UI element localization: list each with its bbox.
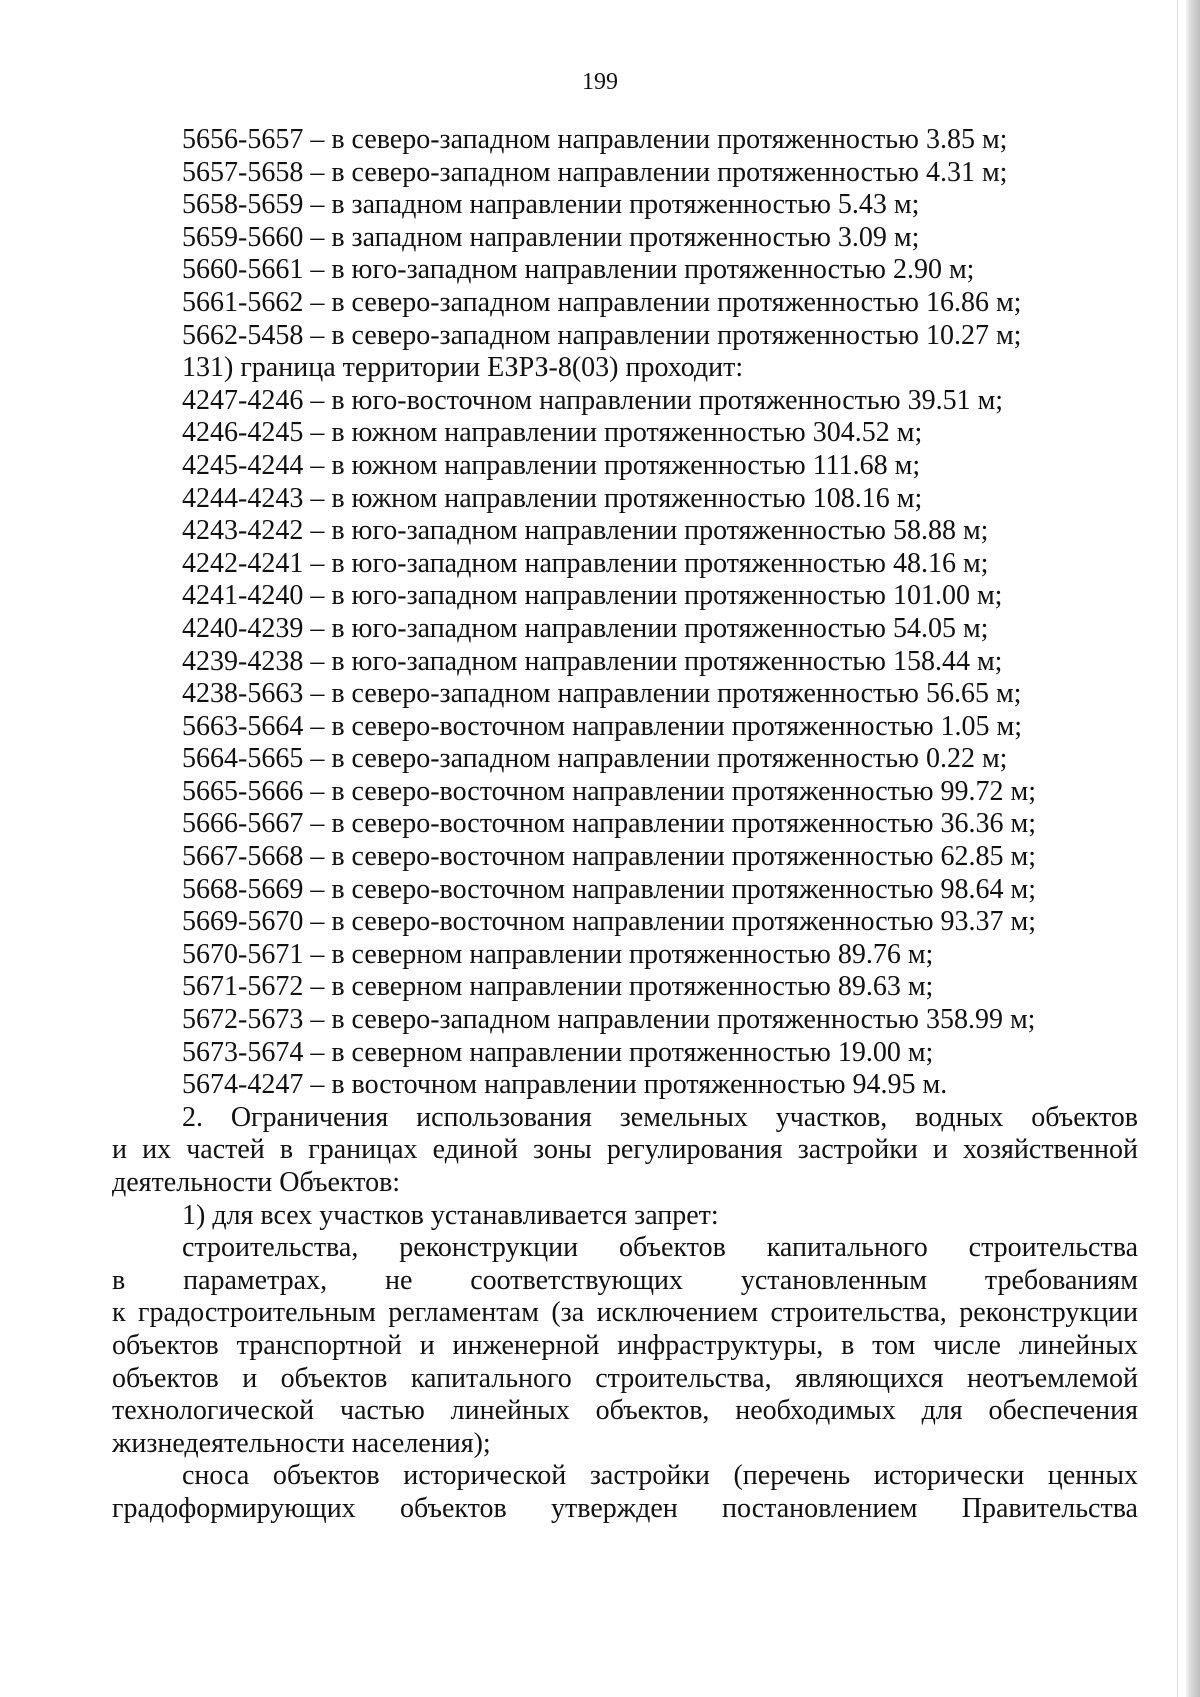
boundary-segment-line: 4243-4242 – в юго-западном направлении протяженностью 58.88 м; — [182, 515, 989, 547]
boundary-segment-line: 5656-5657 – в северо-западном направлении протяженностью 3.85 м; — [182, 124, 1008, 155]
boundary-segment-line: 4247-4246 – в юго-восточном направлении протяженностью 39.51 м; — [182, 384, 1004, 416]
boundary-segment-line: 5674-4247 – в восточном направлении протяженностью 94.95 м. — [182, 1069, 948, 1101]
document-body — [112, 124, 1138, 1526]
boundary-segment-line: 5670-5671 – в северном направлении протяженностью 89.76 м; — [182, 938, 934, 970]
construction-ban-line-1: строительства, реконструкции объектов капитального строительства — [182, 1232, 1138, 1264]
boundary-segment-line: 4242-4241 – в юго-западном направлении протяженностью 48.16 м; — [182, 547, 989, 579]
boundary-segment-line: 5666-5667 – в северо-восточном направлении протяженностью 36.36 м; — [182, 808, 1037, 840]
boundary-segment-line: 4244-4243 – в южном направлении протяженностью 108.16 м; — [182, 482, 923, 514]
boundary-segment-line: 5657-5658 – в северо-западном направлении протяженностью 4.31 м; — [182, 156, 1008, 188]
page-number: 199 — [582, 69, 618, 95]
boundary-segment-line: 4238-5663 – в северо-западном направлении протяженностью 56.65 м; — [182, 678, 1022, 710]
boundary-segment-line: 5662-5458 – в северо-западном направлении протяженностью 10.27 м; — [182, 319, 1022, 351]
boundary-segment-list — [112, 124, 1138, 1102]
construction-ban-text: к градостроительным регламентам (за исключением строительства, реконструкции объектов транспортной и инженерной инфраструктуры, в том числе линейных объектов и объектов капитального строительства, являющихся неотъемлемой технологической частью линейных объектов, необходимых для обеспечения жизнедеятельности населения); — [112, 1297, 1138, 1459]
boundary-segment-line: 5665-5666 – в северо-восточном направлении протяженностью 99.72 м; — [182, 775, 1037, 807]
scan-edge-line — [1177, 0, 1178, 1697]
boundary-segment-line: 5663-5664 – в северо-восточном направлении протяженностью 1.05 м; — [182, 710, 1023, 742]
boundary-segment-line: 5659-5660 – в западном направлении протяженностью 3.09 м; — [182, 221, 920, 253]
construction-ban-line-2: в параметрах, не соответствующих установленным требованиям — [112, 1264, 1138, 1296]
boundary-segment-line: 5661-5662 – в северо-западном направлении протяженностью 16.86 м; — [182, 286, 1022, 318]
boundary-segment-line: 5658-5659 – в западном направлении протяженностью 5.43 м; — [182, 189, 920, 221]
demolition-ban-line-2: градоформирующих объектов утвержден постановлением Правительства — [112, 1492, 1138, 1524]
boundary-segment-line: 5671-5672 – в северном направлении протяженностью 89.63 м; — [182, 971, 934, 1003]
boundary-segment-line: 5667-5668 – в северо-восточном направлении протяженностью 62.85 м; — [182, 841, 1037, 873]
boundary-segment-line: 5660-5661 – в юго-западном направлении протяженностью 2.90 м; — [182, 254, 975, 286]
boundary-segment-line: 5668-5669 – в северо-восточном направлении протяженностью 98.64 м; — [182, 873, 1037, 905]
item-1-heading: 1) для всех участков устанавливается запрет: — [182, 1199, 719, 1231]
boundary-segment-line: 4239-4238 – в юго-западном направлении протяженностью 158.44 м; — [182, 645, 1003, 677]
scan-edge — [1186, 0, 1200, 1697]
boundary-segment-line: 5664-5665 – в северо-западном направлении протяженностью 0.22 м; — [182, 743, 1008, 775]
boundary-segment-line: 5673-5674 – в северном направлении протяженностью 19.00 м; — [182, 1036, 934, 1068]
demolition-ban-line-1: сноса объектов исторической застройки (перечень исторически ценных — [182, 1460, 1138, 1492]
section-2-first-line: 2. Ограничения использования земельных участков, водных объектов — [182, 1101, 1138, 1133]
boundary-segment-line: 5672-5673 – в северо-западном направлении протяженностью 358.99 м; — [182, 1004, 1036, 1036]
boundary-segment-line: 5669-5670 – в северо-восточном направлении протяженностью 93.37 м; — [182, 906, 1037, 938]
boundary-segment-line: 4241-4240 – в юго-западном направлении протяженностью 101.00 м; — [182, 580, 1003, 612]
boundary-segment-line: 4245-4244 – в южном направлении протяженностью 111.68 м; — [182, 449, 921, 481]
section-2-text: и их частей в границах единой зоны регулирования застройки и хозяйственной деятельности Объектов: — [112, 1134, 1138, 1198]
boundary-segment-line: 4246-4245 – в южном направлении протяженностью 304.52 м; — [182, 417, 923, 449]
boundary-segment-line: 131) граница территории ЕЗРЗ-8(03) проходит: — [182, 352, 744, 384]
boundary-segment-line: 4240-4239 – в юго-западном направлении протяженностью 54.05 м; — [182, 612, 989, 644]
